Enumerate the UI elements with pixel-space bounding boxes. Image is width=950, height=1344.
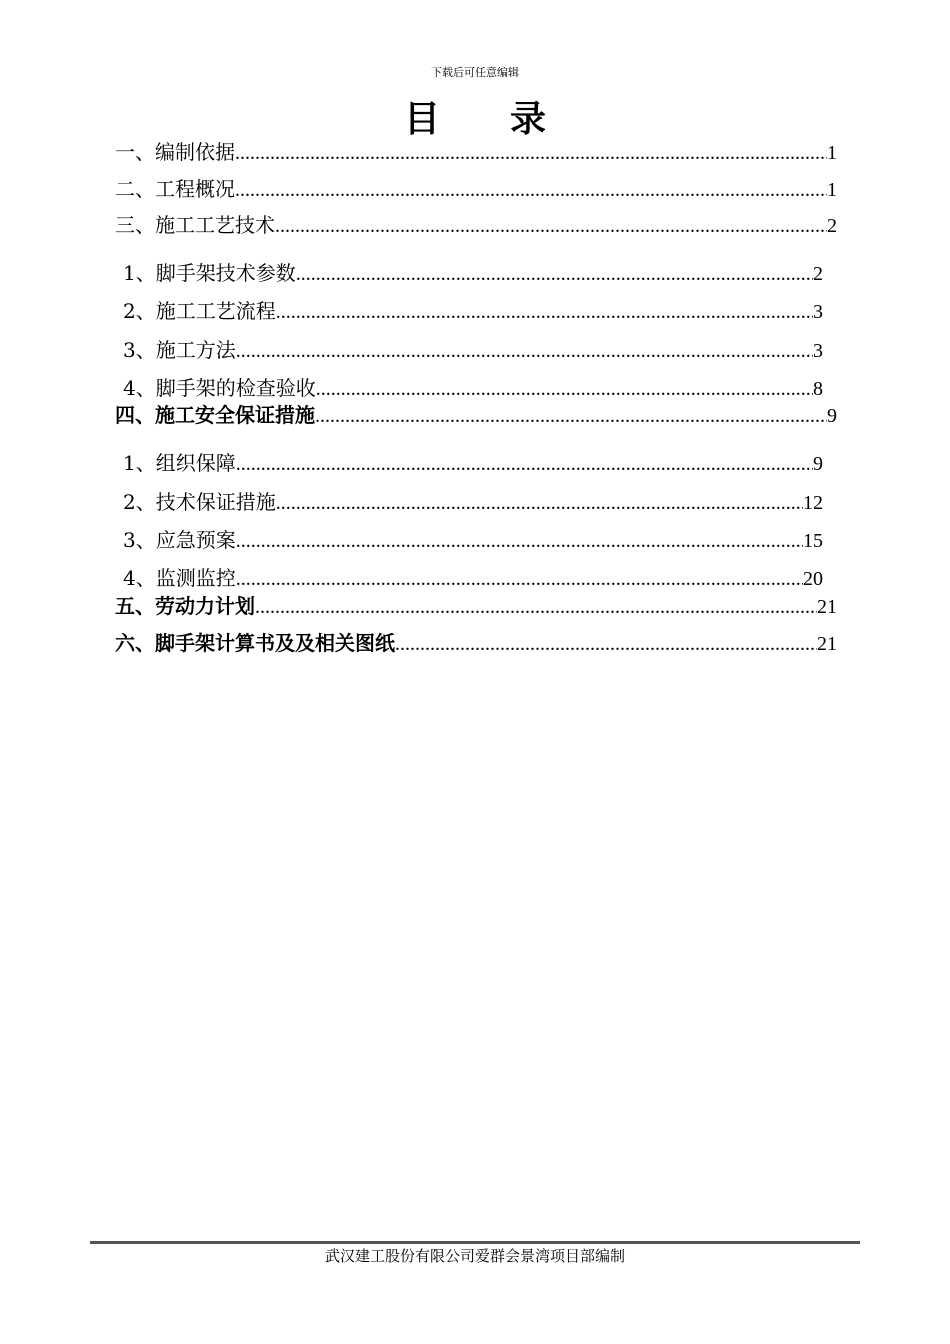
toc-leader-dots	[236, 338, 813, 364]
toc-entry-6[interactable]	[115, 630, 837, 657]
toc-page-number: 1	[827, 179, 837, 201]
toc-leader-dots	[236, 451, 813, 477]
toc-page-number: 21	[817, 596, 837, 618]
title-char-2: 录	[510, 99, 547, 140]
toc-page-number: 2	[813, 263, 823, 285]
toc-entry-label: 2、施工工艺流程	[123, 299, 276, 323]
toc-entry-4-4[interactable]	[123, 565, 823, 592]
toc-page-number: 20	[803, 568, 823, 590]
toc-page-number: 3	[813, 301, 823, 323]
toc-entry-label: 3、应急预案	[123, 528, 236, 552]
toc-leader-dots	[316, 376, 813, 402]
toc-entry-label: 四、施工安全保证措施	[115, 403, 315, 427]
toc-entry-3-3[interactable]	[123, 337, 823, 364]
toc-entry-4-2[interactable]	[123, 489, 823, 516]
page-title	[0, 96, 950, 144]
toc-page-number: 2	[827, 215, 837, 237]
toc-page-number: 12	[803, 492, 823, 514]
toc-page-number: 21	[817, 633, 837, 655]
toc-entry-5[interactable]	[115, 593, 837, 620]
footer-text: 武汉建工股份有限公司爱群会景湾项目部编制	[324, 1247, 625, 1265]
toc-entry-2[interactable]	[115, 176, 837, 203]
toc-entry-label: 三、施工工艺技术	[115, 213, 275, 237]
toc-entry-label: 1、组织保障	[123, 451, 236, 475]
toc-entry-label: 六、脚手架计算书及及相关图纸	[115, 631, 395, 655]
toc-leader-dots	[395, 631, 817, 657]
toc-entry-3-2[interactable]	[123, 298, 823, 325]
toc-entry-4[interactable]	[115, 402, 837, 429]
header-note: 下载后可任意编辑	[431, 66, 519, 79]
toc-entry-label: 4、脚手架的检查验收	[123, 376, 316, 400]
toc-entry-4-1[interactable]	[123, 450, 823, 477]
toc-page-number: 8	[813, 378, 823, 400]
toc-page-number: 15	[803, 530, 823, 552]
toc-page-number: 3	[813, 340, 823, 362]
toc-entry-1[interactable]	[115, 139, 837, 166]
toc-entry-label: 3、施工方法	[123, 338, 236, 362]
toc-entry-3-4[interactable]	[123, 375, 823, 402]
toc-leader-dots	[315, 403, 827, 429]
toc-entry-label: 二、工程概况	[115, 177, 235, 201]
toc-entry-4-3[interactable]	[123, 527, 823, 554]
toc-leader-dots	[236, 566, 803, 592]
toc-leader-dots	[276, 490, 803, 516]
toc-entry-3-1[interactable]	[123, 260, 823, 287]
toc-leader-dots	[275, 213, 827, 239]
toc-leader-dots	[296, 261, 813, 287]
toc-leader-dots	[255, 594, 817, 620]
toc-leader-dots	[235, 177, 827, 203]
toc-entry-3[interactable]	[115, 212, 837, 239]
toc-page-number: 1	[827, 142, 837, 164]
toc-page-number: 9	[813, 453, 823, 475]
toc-leader-dots	[235, 140, 827, 166]
title-char-1: 目	[403, 99, 440, 140]
toc-page-number: 9	[827, 405, 837, 427]
toc-leader-dots	[236, 528, 803, 554]
toc-entry-label: 4、监测监控	[123, 566, 236, 590]
footer-divider	[90, 1241, 860, 1244]
toc-entry-label: 五、劳动力计划	[115, 594, 255, 618]
toc-entry-label: 一、编制依据	[115, 140, 235, 164]
toc-entry-label: 2、技术保证措施	[123, 490, 276, 514]
toc-entry-label: 1、脚手架技术参数	[123, 261, 296, 285]
toc-leader-dots	[276, 299, 813, 325]
